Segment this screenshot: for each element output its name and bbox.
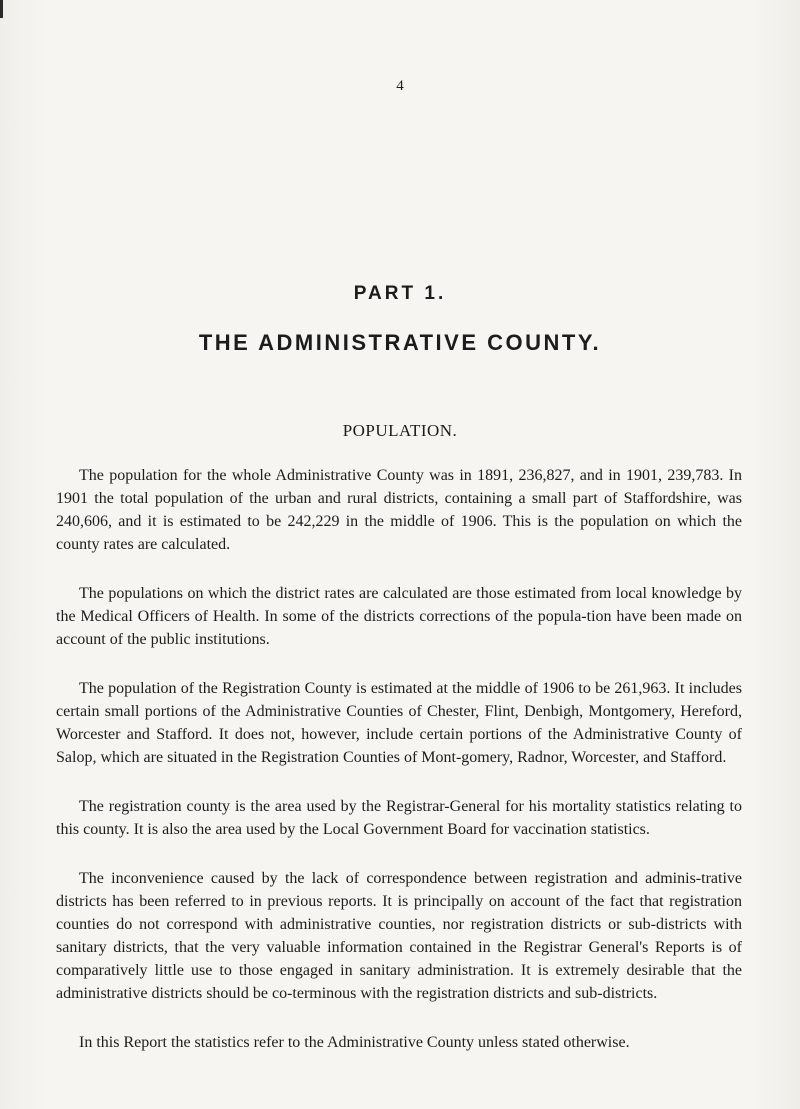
paragraph-population-totals: The population for the whole Administrative County was in 1891, 236,827, and in 1901, 239,783. In 1901 the total population of the urban and rural districts, containing a small part of Staffordshire, was 240,606, and it is estimated to be 242,229 in the middle of 1906. This is the population on which the county rates are calculated. bbox=[56, 467, 742, 553]
section-heading: POPULATION. bbox=[342, 421, 458, 440]
part-heading: PART 1. bbox=[353, 283, 447, 304]
paragraph-registration-area-use: The registration county is the area used by the Registrar-General for his mortality statistics relating to this county. It is also the area used by the Local Government Board for vaccination statistics. bbox=[56, 798, 742, 838]
scan-edge-mark bbox=[0, 0, 3, 18]
main-heading: THE ADMINISTRATIVE COUNTY. bbox=[198, 330, 602, 355]
body-text bbox=[56, 464, 742, 1080]
paragraph-registration-county: The population of the Registration County is estimated at the middle of 1906 to be 261,963. It includes certain small portions of the Administrative Counties of Chester, Flint, Denbigh, Montgomery, Hereford, Worcester and Stafford. It does not, however, include certain portions of the Administrative County of Salop, which are situated in the Registration Counties of Mont-gomery, Radnor, Worcester, and Stafford. bbox=[56, 680, 742, 766]
paragraph-report-scope: In this Report the statistics refer to the Administrative County unless stated otherwise. bbox=[79, 1034, 630, 1051]
paragraph-district-rates: The populations on which the district rates are calculated are those estimated from local knowledge by the Medical Officers of Health. In some of the districts corrections of the popula-tion have been made on account of the public institutions. bbox=[56, 585, 742, 648]
page-number: 4 bbox=[396, 78, 404, 94]
paragraph-inconvenience: The inconvenience caused by the lack of correspondence between registration and adminis-trative districts has been referred to in previous reports. It is principally on account of the fact that registration counties do not correspond with administrative counties, nor registration districts or sub-districts with sanitary districts, that the very valuable information contained in the Registrar General's Reports is of comparatively little use to those engaged in sanitary administration. It is extremely desirable that the administrative districts should be co-terminous with the registration districts and sub-districts. bbox=[56, 870, 742, 1002]
